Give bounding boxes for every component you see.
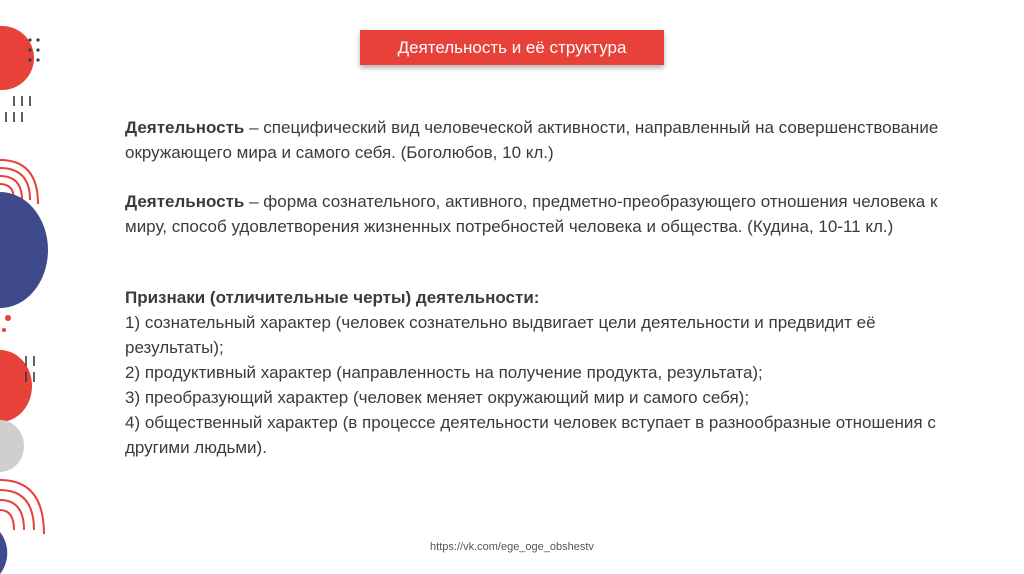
definition-2-text: – форма сознательного, активного, предметно-преобразующего отношения человека к миру, способ удовлетворения жизненных потребностей человека и общества. (Кудина, 10-11 кл.) (125, 192, 938, 236)
definition-1 (125, 115, 955, 165)
slide-title-text: Деятельность и её структура (397, 37, 627, 57)
feature-item-3: 3) преобразующий характер (человек меняет окружающий мир и самого себя); (125, 388, 750, 407)
feature-item-2: 2) продуктивный характер (направленность на получение продукта, результата); (125, 363, 763, 382)
definition-2-term: Деятельность (125, 192, 245, 211)
feature-item-1: 1) сознательный характер (человек сознательно выдвигает цели деятельности и предвидит её результаты); (125, 313, 876, 357)
definition-2 (125, 189, 955, 239)
slide-title (360, 30, 664, 65)
slide-content (125, 115, 955, 460)
definition-1-term: Деятельность (125, 118, 245, 137)
definition-1-text: – специфический вид человеческой активности, направленный на совершенствование окружающего мира и самого себя. (Боголюбов, 10 кл.) (125, 118, 939, 162)
decorative-side-ornament (0, 0, 60, 574)
footer-link[interactable]: https://vk.com/ege_oge_obshestv (430, 541, 594, 553)
feature-item-4: 4) общественный характер (в процессе деятельности человек вступает в разнообразные отношения с другими людьми). (125, 413, 936, 457)
features-heading: Признаки (отличительные черты) деятельности: (125, 288, 540, 307)
